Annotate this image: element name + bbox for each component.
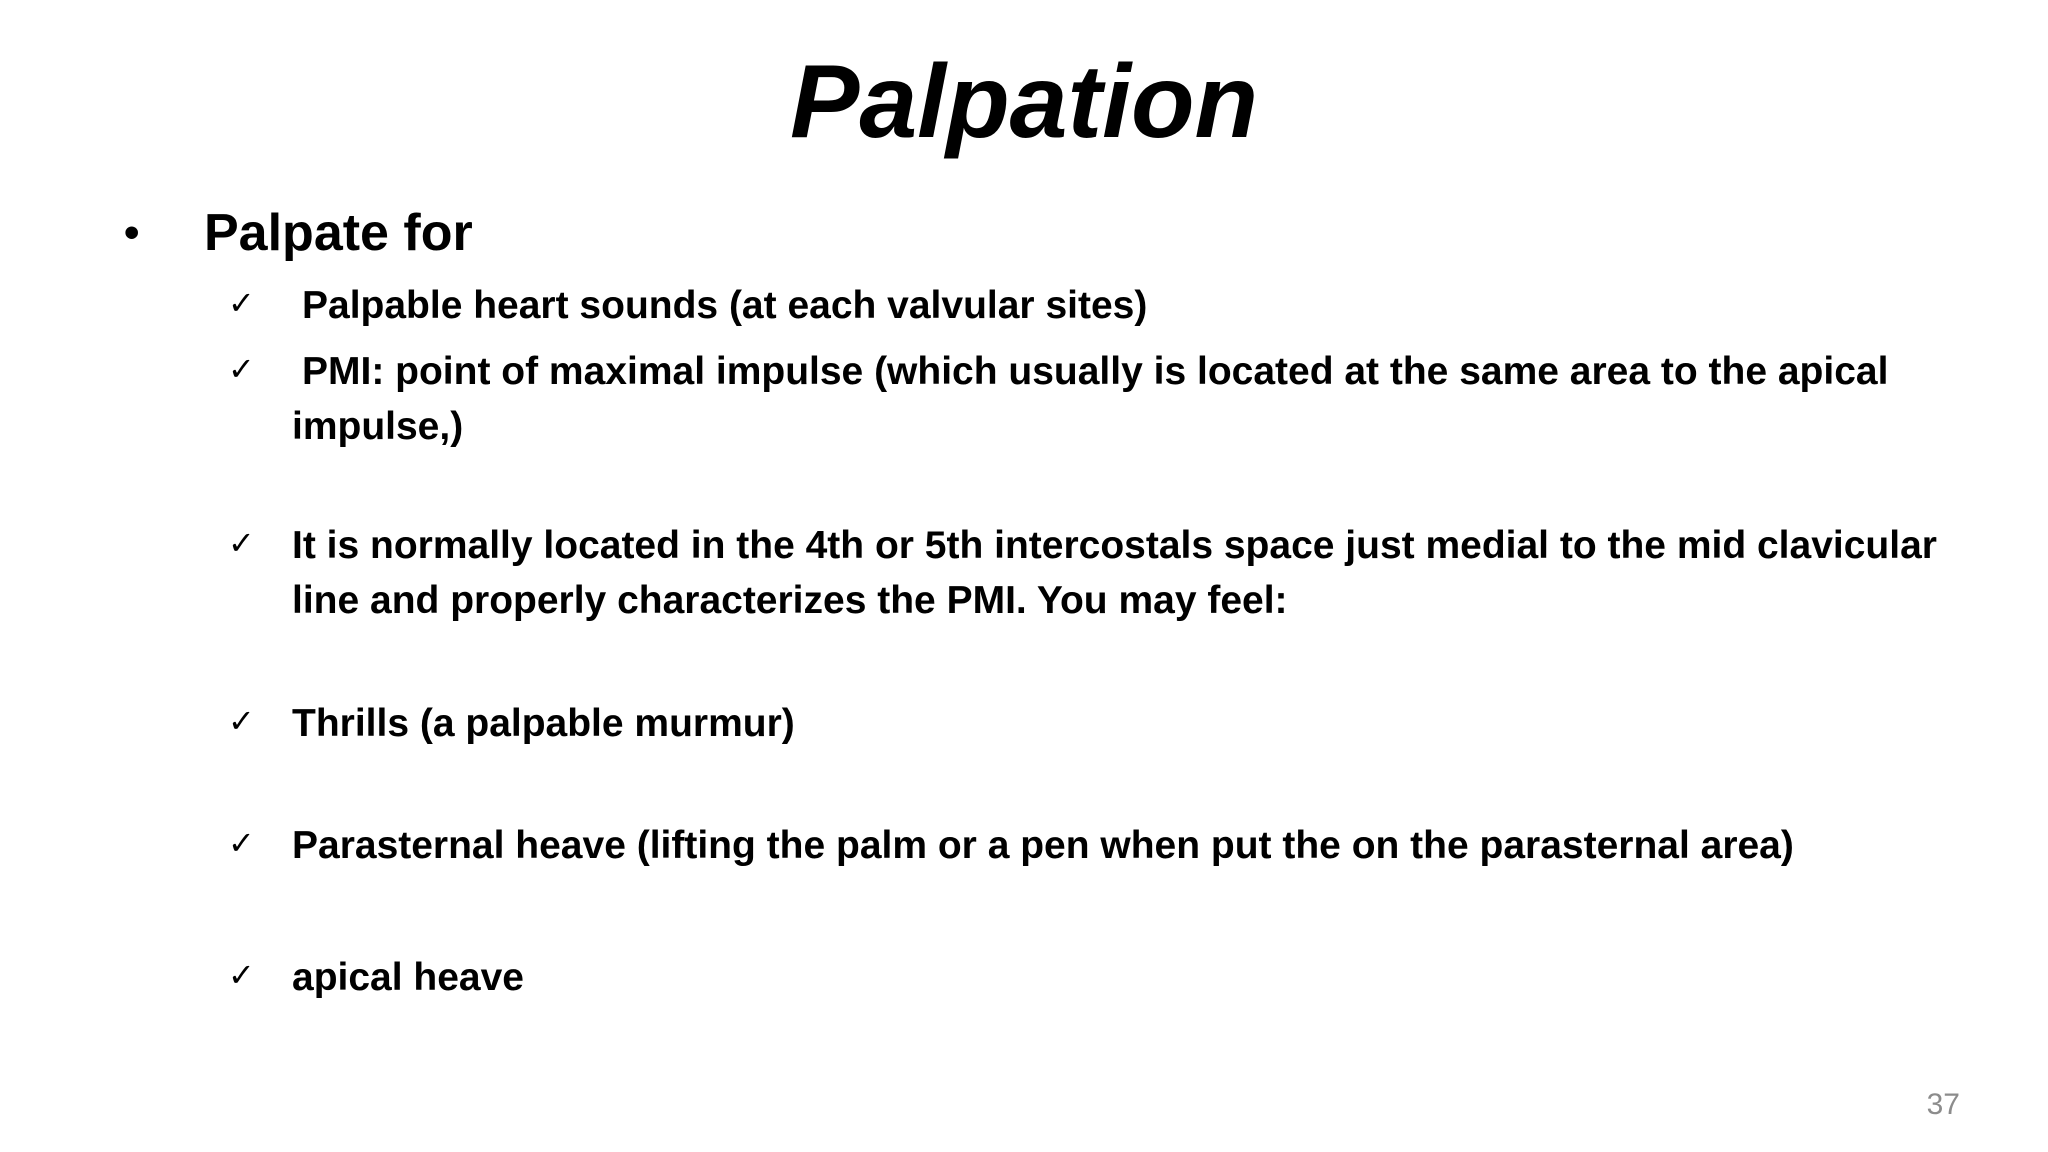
- check-item-text: Thrills (a palpable murmur): [292, 702, 795, 745]
- checkmark-icon: ✓: [228, 350, 255, 388]
- checkmark-icon: ✓: [228, 284, 255, 322]
- page-number: 37: [1926, 1088, 1960, 1121]
- bullet-item: [124, 200, 473, 266]
- check-item-text: [292, 344, 1968, 454]
- checkmark-icon: ✓: [228, 702, 255, 740]
- check-item-text: It is normally located in the 4th or 5th intercostals space just medial to the mid clavicular line and properly characterizes the PMI. You may feel:: [292, 524, 1937, 622]
- checkmark-icon: ✓: [228, 956, 255, 994]
- check-item-thrills: [228, 696, 1968, 751]
- check-item-parasternal-heave: [228, 818, 1968, 873]
- check-item-text: Palpable heart sounds (at each valvular sites): [302, 284, 1148, 327]
- check-item-location: [228, 518, 1968, 628]
- check-item-pmi: [228, 344, 1968, 454]
- check-item-apical-heave: [228, 950, 1968, 1005]
- bullet-icon: •: [124, 208, 140, 257]
- check-item-text: Parasternal heave (lifting the palm or a pen when put the on the parasternal area): [292, 824, 1794, 867]
- bullet-text: Palpate for: [204, 204, 473, 262]
- slide-title: Palpation: [789, 44, 1259, 160]
- checkmark-icon: ✓: [228, 524, 255, 562]
- check-item-palpable-heart-sounds: [228, 278, 1968, 333]
- checkmark-icon: ✓: [228, 824, 255, 862]
- check-item-text: apical heave: [292, 956, 524, 999]
- check-item-text-inner: PMI: point of maximal impulse (which usually is located at the same area to the apical impulse,): [292, 350, 1889, 448]
